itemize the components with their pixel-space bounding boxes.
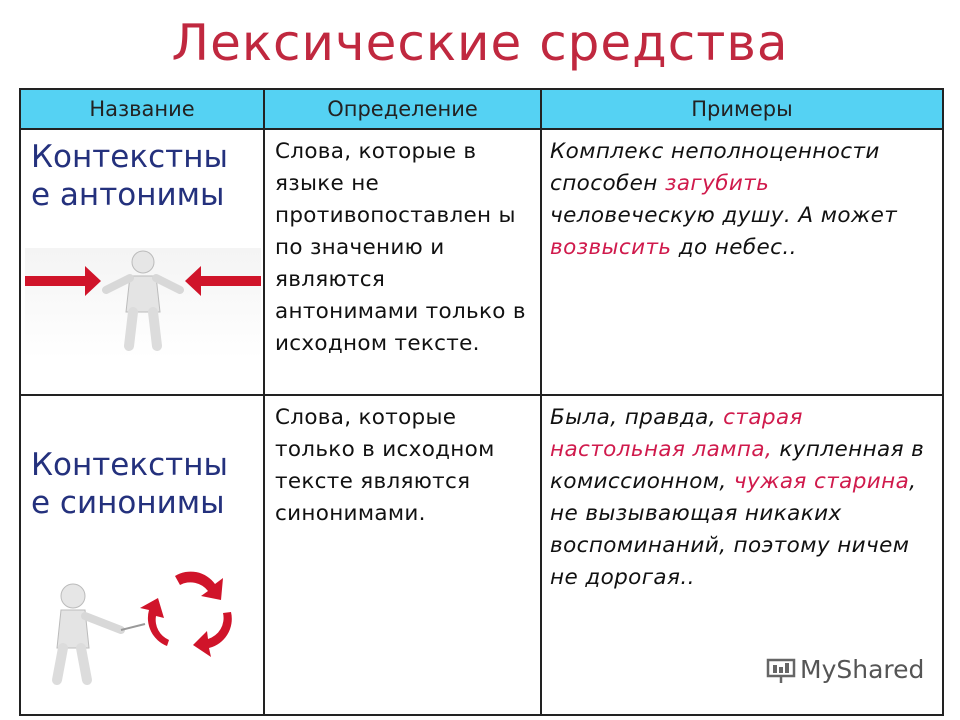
slide-title: Лексические средства [171, 14, 789, 72]
example-highlight: возвысить [550, 235, 672, 260]
example-highlight: загубить [664, 171, 770, 196]
row1-example [541, 129, 943, 395]
synonym-figure-illustration [25, 566, 261, 686]
watermark [766, 655, 924, 685]
row1-name-cell [20, 129, 264, 395]
presentation-board-icon [766, 657, 796, 685]
header-examples: Примеры [541, 89, 943, 129]
table-row [20, 129, 943, 395]
example-part: до небес.. [671, 235, 797, 260]
example-part: Была, правда, [550, 405, 724, 430]
watermark-text: MyShared [800, 655, 925, 684]
row2-name-cell [20, 395, 264, 715]
example-highlight: чужая старина [733, 469, 910, 494]
row2-name: Контекстны е синонимы [31, 447, 228, 521]
row1-name: Контекстны е антонимы [31, 139, 228, 213]
example-highlight: старая настольная лампа, [550, 405, 803, 462]
row2-definition: Слова, которые только в исходном тексте являются синонимами. [264, 395, 541, 715]
example-part: человеческую душу. А может [550, 203, 898, 228]
example-part: купленная в комиссионном, [550, 437, 925, 494]
table-header-row [20, 89, 943, 129]
header-name: Название [20, 89, 264, 129]
lexical-table [19, 88, 944, 716]
antonym-figure-illustration [25, 248, 261, 358]
header-definition: Определение [264, 89, 541, 129]
example-part: Комплекс неполноценности способен [550, 139, 880, 196]
row1-definition: Слова, которые в языке не противопоставлен ы по значению и являются антонимами только в исходном тексте. [264, 129, 541, 395]
example-part: , не вызывающая никаких воспоминаний, поэтому ничем не дорогая.. [550, 469, 917, 590]
